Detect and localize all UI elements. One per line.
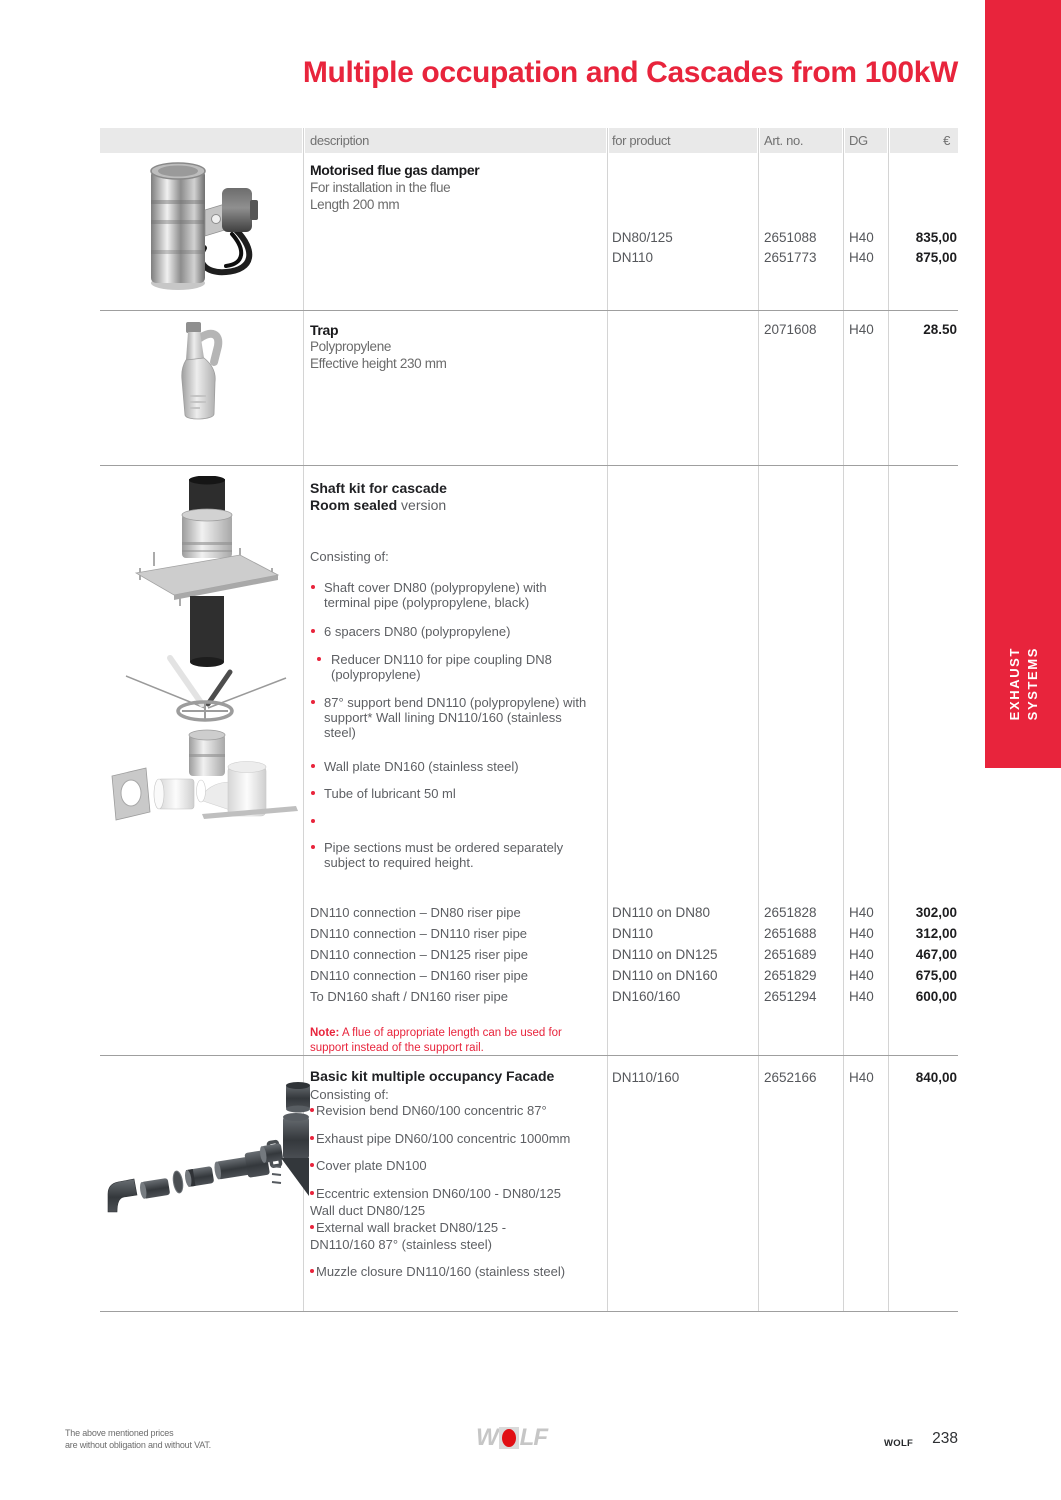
column-divider: [758, 128, 759, 1311]
variant-desc: DN110 connection – DN110 riser pipe: [310, 926, 528, 941]
bullet-icon: [310, 1136, 314, 1140]
variant-art-no: 2651828: [764, 905, 817, 920]
variant-product: DN110: [612, 250, 654, 265]
kit-bullet-item: Tube of lubricant 50 ml: [324, 786, 594, 801]
variant-desc: To DN160 shaft / DN160 riser pipe: [310, 989, 508, 1004]
kit-bullet-item: Reducer DN110 for pipe coupling DN8 (polypropylene): [331, 652, 595, 682]
kit-item: [310, 1186, 561, 1201]
variant-dg: H40: [849, 947, 874, 962]
variant-price: 28.50: [923, 322, 957, 337]
variant-art-no: 2652166: [764, 1070, 817, 1085]
kit-item-text: External wall bracket DN80/125 -: [316, 1220, 507, 1235]
kit-item-text: Revision bend DN60/100 concentric 87°: [316, 1103, 547, 1118]
variant-art-no: 2071608: [764, 322, 817, 337]
variant-price: 835,00: [915, 230, 957, 245]
bullet-icon: [310, 1191, 314, 1195]
variant-art-no: 2651829: [764, 968, 817, 983]
variant-product: DN80/125: [612, 230, 673, 245]
variant-desc: DN110 connection – DN80 riser pipe: [310, 905, 521, 920]
footer-notice-line2: are without obligation and without VAT.: [65, 1440, 211, 1450]
row3-title: Shaft kit for cascade: [310, 480, 447, 496]
footer-notice-line1: The above mentioned prices: [65, 1428, 174, 1438]
kit-item: [310, 1203, 425, 1218]
variant-dg: H40: [849, 230, 874, 245]
variant-product: DN110 on DN125: [612, 947, 718, 962]
kit-item: [310, 1220, 506, 1235]
kit-item-text: Wall duct DN80/125: [310, 1203, 426, 1218]
note-label: Note:: [310, 1027, 340, 1039]
variant-dg: H40: [849, 905, 874, 920]
variant-dg: H40: [849, 989, 874, 1004]
wolf-logo-o-icon: [499, 1427, 519, 1449]
chapter-tab-label: [985, 647, 1061, 720]
row4-consisting: Consisting of:: [310, 1087, 389, 1102]
chapter-tab-line2: SYSTEMS: [1024, 646, 1040, 720]
row3-consisting: Consisting of:: [310, 549, 389, 564]
kit-item: [310, 1237, 492, 1252]
kit-item: [310, 1103, 547, 1118]
kit-item-text: Muzzle closure DN110/160 (stainless steel): [316, 1264, 566, 1279]
kit-bullet-item: Pipe sections must be ordered separately subject to required height.: [324, 840, 594, 870]
kit-bullet-item: 6 spacers DN80 (polypropylene): [324, 624, 594, 639]
column-divider: [888, 128, 889, 1311]
page-title: Multiple occupation and Cascades from 100kW: [302, 56, 958, 89]
variant-art-no: 2651688: [764, 926, 817, 941]
variant-price: 600,00: [915, 989, 957, 1004]
row1-title: Motorised flue gas damper: [310, 162, 480, 178]
motorised-flue-gas-damper-photo: [138, 158, 263, 296]
red-dot-icon: [502, 1429, 516, 1447]
variant-art-no: 2651294: [764, 989, 817, 1004]
kit-item: [310, 1264, 565, 1279]
table-header-band: [100, 128, 958, 153]
col-header-dg: DG: [849, 133, 868, 148]
kit-item-text: DN110/160 87° (stainless steel): [310, 1237, 492, 1252]
variant-dg: H40: [849, 250, 874, 265]
row3-note: [310, 1026, 598, 1056]
kit-item: [310, 1131, 570, 1146]
page-number: 238: [932, 1430, 958, 1447]
variant-product: DN110 on DN160: [612, 968, 718, 983]
chapter-tab: [985, 0, 1061, 768]
column-divider: [607, 128, 608, 1311]
bullet-icon: [310, 1163, 314, 1167]
wolf-logo-lf: LF: [519, 1424, 547, 1451]
variant-product: DN160/160: [612, 989, 681, 1004]
facade-kit-exploded-diagram: [100, 1082, 310, 1237]
bullet-icon: [310, 1269, 314, 1273]
condensate-trap-photo: [162, 318, 240, 426]
row2-desc-line: Effective height 230 mm: [310, 356, 447, 371]
variant-price: 875,00: [915, 250, 957, 265]
row1-desc-line: For installation in the flue: [310, 180, 451, 195]
footer-notice: [65, 1427, 211, 1451]
variant-art-no: 2651689: [764, 947, 817, 962]
kit-item-text: Exhaust pipe DN60/100 concentric 1000mm: [316, 1131, 571, 1146]
variant-product: DN110/160: [612, 1070, 680, 1085]
row3-subtitle-bold: Room sealed: [310, 497, 398, 513]
bullet-icon: [310, 1108, 314, 1112]
variant-art-no: 2651773: [764, 250, 817, 265]
variant-art-no: 2651088: [764, 230, 817, 245]
wolf-logo: [476, 1423, 547, 1453]
kit-bullet-item: Wall plate DN160 (stainless steel): [324, 759, 594, 774]
variant-price: 840,00: [915, 1070, 957, 1085]
variant-dg: H40: [849, 322, 874, 337]
column-divider: [843, 128, 844, 1311]
variant-dg: H40: [849, 968, 874, 983]
variant-dg: H40: [849, 1070, 874, 1085]
col-header-euro: €: [943, 133, 950, 148]
variant-desc: DN110 connection – DN160 riser pipe: [310, 968, 528, 983]
table-bottom-line: [100, 1311, 958, 1312]
row-separator: [100, 310, 958, 311]
kit-item-text: Eccentric extension DN60/100 - DN80/125: [316, 1186, 561, 1201]
variant-product: DN110: [612, 926, 654, 941]
kit-bullet-item: Shaft cover DN80 (polypropylene) with terminal pipe (polypropylene, black): [324, 580, 594, 610]
kit-item: [310, 1158, 427, 1173]
row3-subtitle-rest: version: [397, 497, 447, 513]
variant-product: DN110 on DN80: [612, 905, 711, 920]
variant-price: 312,00: [915, 926, 957, 941]
variant-desc: DN110 connection – DN125 riser pipe: [310, 947, 528, 962]
row1-desc-line: Length 200 mm: [310, 197, 400, 212]
variant-dg: H40: [849, 926, 874, 941]
col-header-description: description: [310, 133, 370, 148]
chapter-tab-line1: EXHAUST: [1006, 646, 1022, 720]
variant-price: 675,00: [915, 968, 957, 983]
col-header-art-no: Art. no.: [764, 133, 804, 148]
wolf-logo-w: W: [476, 1424, 498, 1451]
row3-subtitle: [310, 497, 446, 513]
col-header-for-product: for product: [612, 133, 671, 148]
variant-price: 467,00: [915, 947, 957, 962]
row-separator: [100, 465, 958, 466]
kit-item-text: Cover plate DN100: [316, 1158, 427, 1173]
row2-desc-line: Polypropylene: [310, 339, 392, 354]
variant-price: 302,00: [915, 905, 957, 920]
kit-bullet-item: 87° support bend DN110 (polypropylene) with support* Wall lining DN110/160 (stainless steel): [324, 695, 594, 740]
shaft-kit-exploded-diagram: [110, 476, 300, 821]
row2-title: Trap: [310, 322, 339, 338]
bullet-icon: [310, 1225, 314, 1229]
row4-title: Basic kit multiple occupancy Facade: [310, 1068, 555, 1084]
footer-brand: WOLF: [884, 1438, 914, 1449]
note-text: A flue of appropriate length can be used for support instead of the support rail.: [310, 1027, 562, 1054]
